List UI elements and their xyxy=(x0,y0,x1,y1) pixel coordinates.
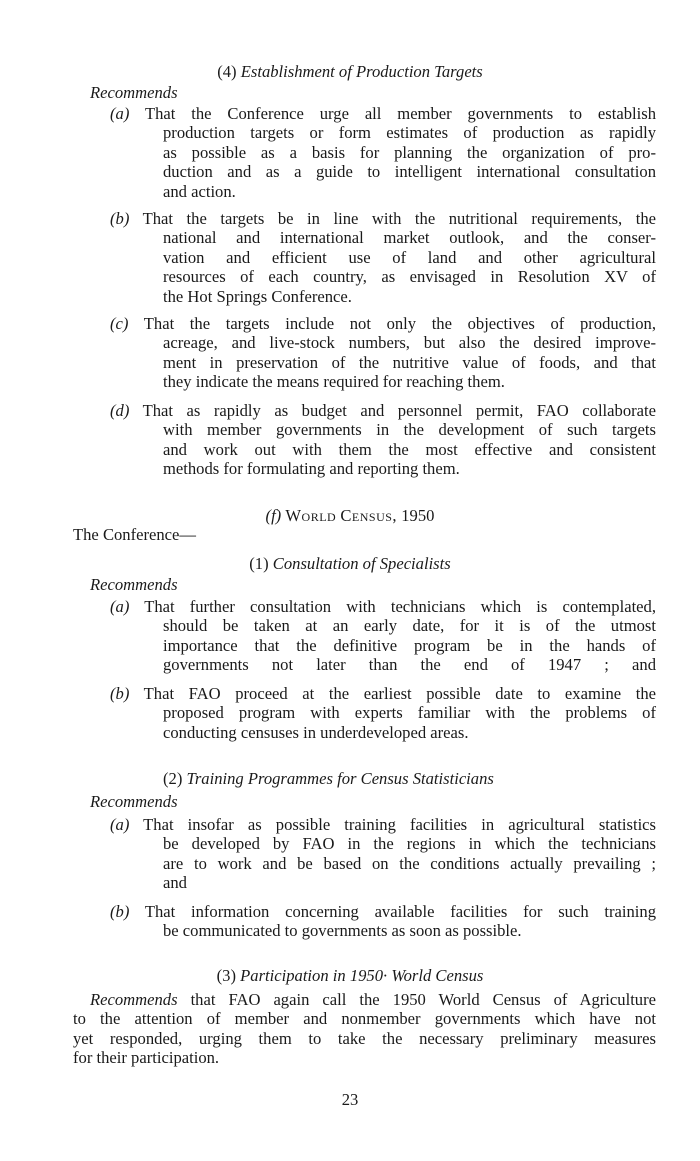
section-number: (1) xyxy=(249,554,269,573)
item-line: importance that the definitive program be in the hands of xyxy=(163,635,656,655)
paragraph-line: yet responded, urging them to take the necessary preliminary measures xyxy=(73,1028,656,1048)
item-line: the Hot Springs Conference. xyxy=(163,286,352,306)
item-line: and action. xyxy=(163,181,236,201)
item-first-line: (a) That insofar as possible training facilities in agricultural statistics xyxy=(110,815,656,834)
item-first-line: (d) That as rapidly as budget and personnel permit, FAO collaborate xyxy=(110,401,656,420)
recommendation-item xyxy=(110,684,656,742)
item-line: as possible as a basis for planning the organization of pro- xyxy=(163,142,656,162)
recommends-label: Recommends xyxy=(90,83,178,102)
item-line: methods for formulating and reporting them. xyxy=(163,459,460,479)
section-heading-production-targets xyxy=(0,62,700,82)
section-year: 1950 xyxy=(401,506,435,525)
conference-intro: The Conference— xyxy=(73,525,197,544)
item-line: be developed by FAO in the regions in which the technicians xyxy=(163,834,656,854)
section-heading-participation xyxy=(0,966,700,986)
item-line: ment in preservation of the nutritive value of foods, and that xyxy=(163,352,656,372)
section-title: Participation in 1950· World Census xyxy=(240,966,484,985)
section-title: Training Programmes for Census Statisticians xyxy=(186,769,494,788)
item-line: governments not later than the end of 1947 ; and xyxy=(163,655,656,675)
item-first-line: (a) That the Conference urge all member governments to establish xyxy=(110,104,656,123)
item-line: production targets or form estimates of production as rapidly xyxy=(163,123,656,143)
item-line: with member governments in the development of such targets xyxy=(163,420,656,440)
section-title-word: Census, xyxy=(340,506,398,525)
item-line: are to work and be based on the conditions actually prevailing ; xyxy=(163,853,656,873)
item-line: national and international market outlook, and the conser- xyxy=(163,228,656,248)
item-line: they indicate the means required for reaching them. xyxy=(163,372,505,392)
section-heading-training xyxy=(163,769,494,789)
recommendation-item xyxy=(110,104,656,201)
recommendation-item xyxy=(110,209,656,306)
recommendation-item xyxy=(110,401,656,479)
participation-paragraph xyxy=(73,990,656,1068)
section-label: (f) xyxy=(265,506,282,525)
item-first-line: (b) That the targets be in line with the nutritional requirements, the xyxy=(110,209,656,228)
paragraph-line: for their participation. xyxy=(73,1048,220,1068)
item-first-line: (a) That further consultation with technicians which is contemplated, xyxy=(110,597,656,616)
item-first-line: (b) That information concerning available facilities for such training xyxy=(110,902,656,921)
recommendation-item xyxy=(110,815,656,893)
section-title: Consultation of Specialists xyxy=(272,554,451,573)
item-line: duction and as a guide to intelligent international consultation xyxy=(163,162,656,182)
item-line: resources of each country, as envisaged in Resolution XV of xyxy=(163,267,656,287)
section-number: (4) xyxy=(217,62,237,81)
section-title: Establishment of Production Targets xyxy=(240,62,483,81)
item-line: proposed program with experts familiar with the problems of xyxy=(163,703,656,723)
item-line: acreage, and live-stock numbers, but also the desired improve- xyxy=(163,333,656,353)
item-line: should be taken at an early date, for it is of the utmost xyxy=(163,616,656,636)
item-line: be communicated to governments as soon as possible. xyxy=(163,921,522,941)
section-number: (3) xyxy=(216,966,236,985)
section-title-word: World xyxy=(285,506,337,525)
item-line: conducting censuses in underdeveloped areas. xyxy=(163,722,469,742)
section-number: (2) xyxy=(163,769,183,788)
item-line: and work out with them the most effective and consistent xyxy=(163,439,656,459)
paragraph-line: to the attention of member and nonmember governments which have not xyxy=(73,1009,656,1029)
section-heading-world-census xyxy=(0,506,700,526)
recommendation-item xyxy=(110,314,656,392)
recommends-label: Recommends xyxy=(90,575,178,594)
page-number: 23 xyxy=(341,1090,359,1109)
recommendation-item xyxy=(110,597,656,675)
section-heading-consultation xyxy=(0,554,700,574)
recommends-label: Recommends xyxy=(90,792,178,811)
item-first-line: (b) That FAO proceed at the earliest possible date to examine the xyxy=(110,684,656,703)
paragraph-first-line: Recommends that FAO again call the 1950 World Census of Agriculture xyxy=(90,990,656,1009)
item-line: vation and efficient use of land and other agricultural xyxy=(163,247,656,267)
item-first-line: (c) That the targets include not only the objectives of production, xyxy=(110,314,657,333)
item-line: and xyxy=(163,873,187,893)
recommendation-item xyxy=(110,902,656,941)
